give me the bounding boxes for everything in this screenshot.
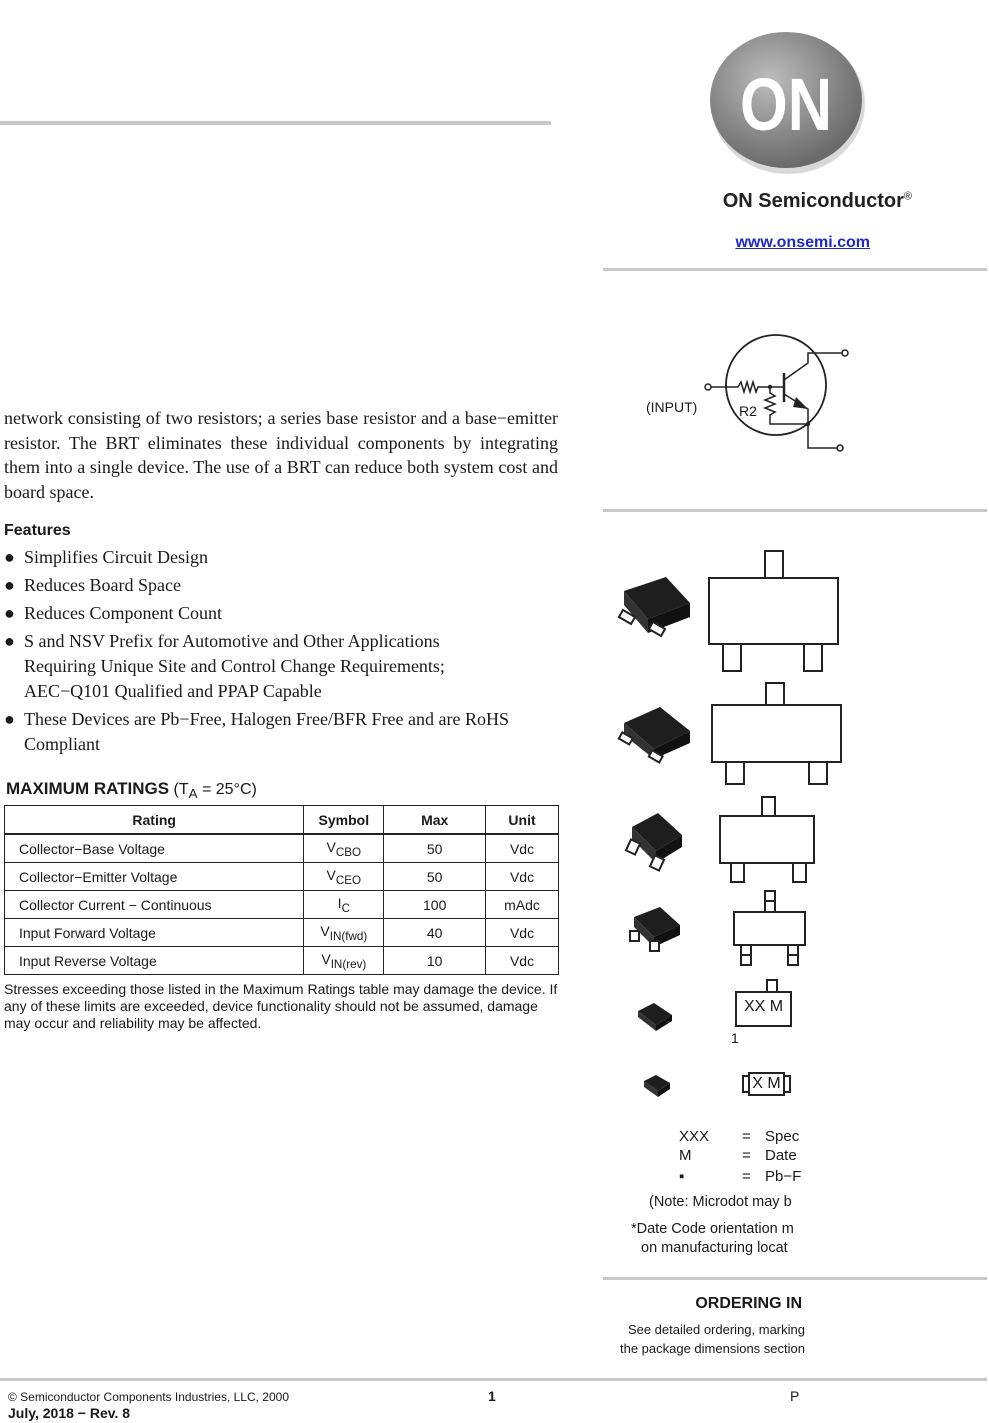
page-number: 1 (488, 1388, 496, 1404)
symbol-cell (304, 919, 384, 947)
symbol-cell (304, 947, 384, 975)
website-link[interactable]: www.onsemi.com (735, 234, 870, 251)
max-ratings-table (4, 805, 559, 975)
publication-id: P (790, 1388, 800, 1404)
condition-prefix: (T (173, 781, 189, 798)
max-cell: 100 (384, 891, 486, 919)
package-1-outline-icon (709, 551, 838, 671)
brt-schematic (700, 330, 860, 460)
feature-text: Reduces Board Space (24, 575, 181, 595)
legend-eq: = (742, 1128, 751, 1145)
package-4-outline-icon (734, 891, 805, 965)
legend-val: Spec (765, 1128, 800, 1145)
right-rule-2 (603, 509, 987, 512)
pin-1-label: 1 (731, 1030, 739, 1046)
rating-cell: Collector−Base Voltage (5, 834, 304, 863)
right-rule-1 (603, 268, 987, 271)
package-4-3d-icon (630, 907, 680, 951)
features-list (4, 545, 584, 760)
date-code-note-2: on manufacturing locat (641, 1240, 788, 1256)
symbol-cell (304, 834, 384, 863)
revision-date: July, 2018 − Rev. 8 (8, 1405, 131, 1421)
bullet-icon: ● (4, 547, 15, 567)
symbol-main: V (320, 922, 330, 939)
unit-cell: Vdc (486, 919, 559, 947)
symbol-sub: CBO (335, 845, 362, 859)
on-logo (706, 26, 866, 176)
bullet-icon: ● (4, 709, 15, 729)
ordering-title: ORDERING IN (695, 1295, 802, 1312)
copyright: © Semiconductor Components Industries, LLC, 2000 (8, 1390, 289, 1404)
legend-eq: = (742, 1168, 751, 1185)
table-row (5, 891, 559, 919)
microdot-note: (Note: Microdot may b (649, 1194, 792, 1210)
symbol-main: V (326, 866, 336, 883)
table-row (5, 919, 559, 947)
symbol-sub: IN(fwd) (329, 929, 368, 943)
registered-mark: ® (903, 190, 912, 203)
package-6-3d-icon (644, 1075, 670, 1097)
symbol-cell (304, 891, 384, 919)
max-cell: 10 (384, 947, 486, 975)
max-cell: 50 (384, 834, 486, 863)
max-ratings-title-text: MAXIMUM RATINGS (6, 779, 170, 798)
feature-item (4, 707, 564, 757)
legend-val: Date (765, 1147, 797, 1164)
package-6-marking: X M (752, 1075, 781, 1092)
package-drawings (610, 545, 860, 1105)
package-2-outline-icon (712, 683, 841, 784)
symbol-cell (304, 863, 384, 891)
brand-name-text: ON Semiconductor (722, 190, 904, 212)
features-heading: Features (4, 522, 71, 539)
ordering-text (600, 1320, 805, 1358)
feature-item (4, 601, 584, 626)
bullet-icon: ● (4, 631, 15, 651)
legend-val: Pb−F (765, 1168, 802, 1185)
package-3-outline-icon (720, 797, 814, 882)
legend-eq: = (742, 1147, 751, 1164)
header-rule (0, 121, 551, 125)
table-row (5, 834, 559, 863)
symbol-main: V (321, 950, 331, 967)
legend-key: ▪ (679, 1168, 685, 1185)
rating-cell: Collector−Emitter Voltage (5, 863, 304, 891)
col-header: Unit (486, 806, 559, 835)
ordering-line-1: See detailed ordering, marking (627, 1322, 805, 1337)
package-5-marking: XX M (743, 998, 784, 1015)
col-header: Rating (5, 806, 304, 835)
bullet-icon: ● (4, 575, 15, 595)
max-cell: 40 (384, 919, 486, 947)
package-3-3d-icon (626, 813, 682, 871)
unit-cell: Vdc (486, 834, 559, 863)
stress-note: Stresses exceeding those listed in the Maximum Ratings table may damage the device. If any of these limits are exceeded, device functionality should not be assumed, damage may occur and reliability may be affected. (4, 981, 558, 1031)
feature-item (4, 545, 584, 570)
col-header: Symbol (304, 806, 384, 835)
logo-text: ON (740, 63, 832, 146)
ordering-line-2: the package dimensions section (619, 1341, 805, 1356)
legend-key: XXX (679, 1128, 710, 1145)
symbol-sub: CEO (335, 873, 362, 887)
table-row (5, 863, 559, 891)
package-2-3d-icon (619, 707, 690, 762)
table-header-row (5, 806, 559, 835)
max-ratings-title (6, 779, 257, 801)
feature-text: Reduces Component Count (24, 603, 222, 623)
r2-label: R2 (739, 403, 757, 419)
right-rule-3 (603, 1277, 987, 1280)
on-logo-graphic (706, 26, 866, 176)
condition-sub: A (188, 786, 198, 802)
feature-item (4, 629, 504, 704)
unit-cell: Vdc (486, 947, 559, 975)
package-1-3d-icon (619, 577, 690, 636)
feature-item (4, 573, 584, 598)
table-row (5, 947, 559, 975)
unit-cell: mAdc (486, 891, 559, 919)
intro-paragraph: network consisting of two resistors; a series base resistor and a base−emitter resistor. The BRT eliminates these individual components by integrating them into a single device. The use of a BRT can reduce both system cost and board space. (4, 408, 558, 502)
bullet-icon: ● (4, 603, 15, 623)
max-cell: 50 (384, 863, 486, 891)
unit-cell: Vdc (486, 863, 559, 891)
rating-cell: Input Reverse Voltage (5, 947, 304, 975)
symbol-sub: IN(rev) (330, 957, 367, 971)
symbol-main: V (326, 838, 336, 855)
rating-cell: Input Forward Voltage (5, 919, 304, 947)
feature-text: S and NSV Prefix for Automotive and Other Applications Requiring Unique Site and Control Change Requirements; AEC−Q101 Qualified and PPAP Capable (24, 631, 445, 701)
feature-text: These Devices are Pb−Free, Halogen Free/BFR Free and are RoHS Compliant (24, 709, 510, 754)
symbol-sub: C (341, 901, 350, 915)
col-header: Max (384, 806, 486, 835)
brand-name (600, 190, 912, 213)
package-5-3d-icon (638, 1003, 672, 1031)
footer-rule (0, 1378, 987, 1381)
date-code-note-1: *Date Code orientation m (631, 1221, 794, 1237)
condition-suffix: = 25°C) (197, 781, 257, 798)
rating-cell: Collector Current − Continuous (5, 891, 304, 919)
legend-key: M (679, 1147, 692, 1164)
feature-text: Simplifies Circuit Design (24, 547, 208, 567)
symbol-main: I (337, 894, 342, 911)
input-label: (INPUT) (646, 399, 698, 415)
